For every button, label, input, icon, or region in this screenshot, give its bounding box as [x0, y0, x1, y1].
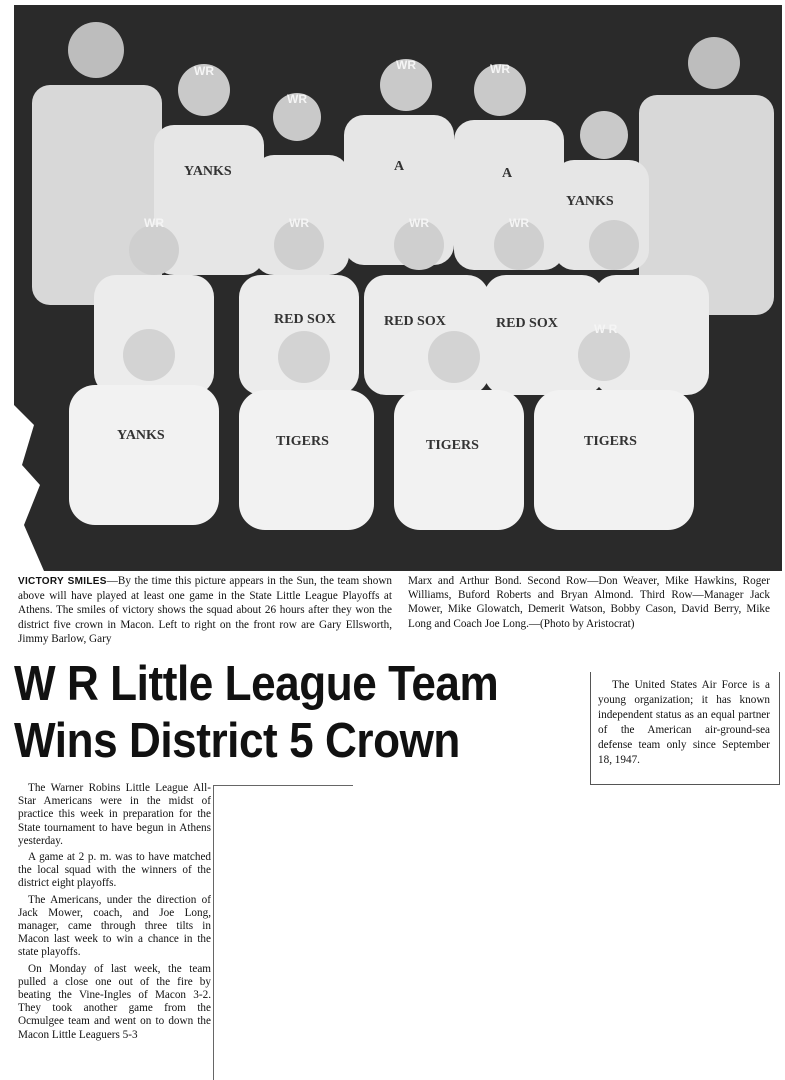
team-photo [14, 5, 782, 571]
svg-text:YANKS: YANKS [117, 428, 165, 443]
svg-text:RED SOX: RED SOX [384, 314, 446, 329]
svg-text:WR: WR [490, 62, 510, 76]
caption-right-text: Marx and Arthur Bond. Second Row—Don Weaver, Mike Hawkins, Roger Williams, Buford Roberts and Bryan Almond. Third Row—Manager Jack Mower, Mike Glowatch, Demerit Watson, Bobby Cason, David Berry, Mike Long and Coach Joe Long.—(Photo by Aristocrat) [408, 575, 770, 630]
svg-text:WR: WR [144, 216, 164, 230]
caption-lead: VICTORY SMILES [18, 576, 107, 587]
sidebar-text: The United States Air Force is a young organization; it has known independent status as an equal partner of the American air-ground-sea defense team only since September 18, 1947. [598, 679, 770, 766]
jersey-label: YANKS [184, 164, 232, 179]
svg-text:TIGERS: TIGERS [426, 438, 479, 453]
svg-text:TIGERS: TIGERS [584, 434, 637, 449]
article-paragraph: The Americans, under the direction of Jack Mower, coach, and Joe Long, manager, came through three tilts in Macon last week to win a chance in the state playoffs. [18, 893, 211, 959]
svg-text:A: A [502, 166, 513, 181]
column-rule [213, 785, 214, 1080]
svg-text:WR: WR [287, 92, 307, 106]
svg-text:A: A [394, 159, 405, 174]
article-column [18, 782, 211, 1045]
photo-caption-left [18, 574, 392, 646]
svg-text:YANKS: YANKS [566, 194, 614, 209]
article-paragraph: On Monday of last week, the team pulled a close one out of the fire by beating the Vine-Ingles of Macon 3-2. They took another game from the Ocmulgee team and went on to down the Macon Little Leaguers 5-3 [18, 962, 211, 1041]
photo-caption-right [408, 574, 770, 631]
headline-line-1: W R Little League Team [14, 657, 499, 711]
team-photo-icon [14, 5, 782, 571]
svg-text:WR: WR [194, 64, 214, 78]
svg-text:WR: WR [409, 216, 429, 230]
article-paragraph: A game at 2 p. m. was to have matched the local squad with the winners of the district eight playoffs. [18, 851, 211, 890]
headline-line-2: Wins District 5 Crown [14, 714, 460, 768]
svg-text:WR: WR [396, 58, 416, 72]
article-paragraph: The Warner Robins Little League All-Star Americans were in the midst of practice this week in preparation for the State tournament to have begun in Athens yesterday. [18, 782, 211, 847]
caption-left-text: —By the time this picture appears in the Sun, the team shown above will have played at least one game in the State Little League Playoffs at Athens. The smiles of victory shows the squad about 26 hours after they won the district five crown in Macon. Left to right on the front row are Gary Ellsworth, Jimmy Barlow, Gary [18, 575, 392, 645]
svg-text:WR: WR [289, 216, 309, 230]
headline [14, 656, 527, 770]
svg-text:RED SOX: RED SOX [496, 316, 558, 331]
svg-text:TIGERS: TIGERS [276, 434, 329, 449]
column-top-rule [213, 785, 353, 786]
svg-text:W R: W R [594, 322, 618, 336]
svg-text:RED SOX: RED SOX [274, 312, 336, 327]
svg-text:WR: WR [509, 216, 529, 230]
